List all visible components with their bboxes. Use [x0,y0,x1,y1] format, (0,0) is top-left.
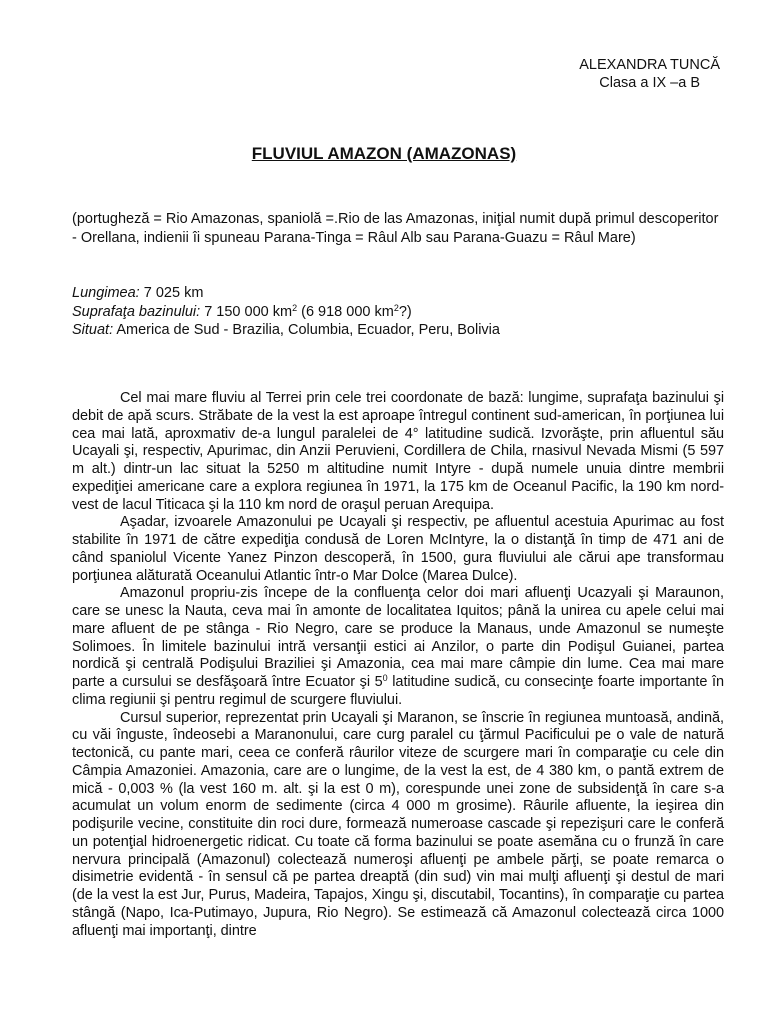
fact-length-label: Lungimea: [72,285,140,301]
fact-area-value-a: 7 150 000 km [204,303,293,320]
author-name: ALEXANDRA TUNCĂ [579,57,720,73]
fact-area [72,303,724,322]
author-block [579,56,720,92]
fact-area-sup-a: 2 [292,302,298,313]
fact-length-value: 7 025 km [143,285,204,301]
fact-area-label: Suprafaţa bazinului: [72,303,201,320]
body-text [72,390,724,940]
fact-area-value-b: (6 918 000 km [297,303,394,320]
fact-location-value: America de Sud - Brazilia, Columbia, Ecuador, Peru, Bolivia [116,322,500,339]
paragraph-3-degree-sup: 0 [382,673,388,683]
paragraph-3 [72,585,724,709]
fact-location [72,321,724,340]
facts-block [72,284,724,340]
paragraph-2: Aşadar, izvoarele Amazonului pe Ucayali şi respectiv, pe afluentul acestuia Apurimac au fost stabilite în 1971 de către expediţia condusă de Loren McIntyre, la o distanţă în timp de 471 ani de când spaniolul Vicente Yanez Pinzon descoperă, în 1500, gura fluviului ale cărui ape transformau porţiunea alăturată Oceanului Atlantic într-o Mar Dolce (Marea Dulce). [72,514,724,584]
paragraph-1: Cel mai mare fluviu al Terrei prin cele trei coordonate de bază: lungime, suprafaţa bazinului şi debit de apă scurs. Străbate de la vest la est aproape întregul continent sud-american, în porţiunea lui cea mai lată, aproxmativ de-a lungul paralelei de 4° latitudine sudică. Izvorăşte, prin afluentul său Ucayali şi, respectiv, Apurimac, din Anzii Peruvieni, Cordillera de Chila, rnasivul Nevada Mismi (5 597 m alt.) dintr-un lac situat la 5250 m altitudine numit Intyre - după numele unuia dintre membrii expediţiei americane care a explora regiunea în 1971, la 175 km de Oceanul Pacific, la 190 km nord-vest de lacul Titicaca şi la 110 km nord de oraşul peruan Arequipa. [72,390,724,513]
author-class: Clasa a IX –a B [599,75,700,91]
fact-location-label: Situat: [72,322,114,339]
paragraph-3-part-b: latitudine sudică, cu consecinţe foarte importante în clima regiunii şi pentru regimul de scurgere fluviului. [72,674,724,708]
intro-paragraph: (portugheză = Rio Amazonas, spaniolă =.Rio de las Amazonas, iniţial numit după primul descoperitor - Orellana, indienii îi spuneau Parana-Tinga = Râul Alb sau Parana-Guazu = Râul Mare) [72,211,719,246]
paragraph-3-part-a: Amazonul propriu-zis începe de la confluenţa celor doi mari afluenţi Ucazyali şi Maraunon, care se unesc la Nauta, ceva mai în amonte de localitatea Iquitos; până la unirea cu apele celui mai mare afluent de pe stânga - Rio Negro, care se produce la Manaus, unde Amazonul se numeşte Solimoes. În limitele bazinului intră versanţii estici ai Anzilor, o parte din Podişul Guianei, partea nordică şi centrală Podişului Braziliei şi Amazonia, cea mai mare câmpie din lume. Cea mai mare parte a cursului se desfăşoară între Ecuator şi 5 [72,585,724,690]
document-title: FLUVIUL AMAZON (AMAZONAS) [251,144,517,163]
fact-length [72,284,724,303]
fact-area-sup-b: 2 [393,302,399,313]
paragraph-4: Cursul superior, reprezentat prin Ucayali şi Maranon, se înscrie în regiunea muntoasă, andină, cu văi înguste, îndeosebi a Maranonului, care curg paralel cu ţărmul Pacificului pe o vale de natură tectonică, cu pante mari, ceea ce conferă râurilor viteze de scurgere mari în comparaţie cu cele din Câmpia Amazoniei. Amazonia, care are o lungime, de la vest la est, de 4 380 km, o pantă extrem de mică - 0,003 % (la vest 160 m. alt. şi la est 0 m), corespunde unei zone de subsidenţă în care s-a acumulat un volum enorm de sedimente (circa 4 000 m grosime). Râurile afluente, la ieşirea din podişurile vecine, constituite din roci dure, formează numeroase cascade şi repezişuri care le conferă un potenţial hidroenergetic ridicat. Cu toate că forma bazinului se poate asemăna cu o frunză în care nervura principală (Amazonul) colectează numeroşi afluenţi pe ambele părţi, se poate remarca o disimetrie evidentă - în sensul că pe partea dreaptă (din sud) vin mai mulţi afluenţi şi destul de mari (de la vest la est Jur, Purus, Madeira, Tapajos, Xingu şi, discutabil, Tocantins), în comparaţie cu partea stângă (Napo, Ica-Putimayo, Jupura, Rio Negro). Se estimează că Amazonul colectează circa 1000 afluenţi mai importanţi, dintre [72,709,724,939]
fact-area-value-c: ?) [398,303,412,320]
